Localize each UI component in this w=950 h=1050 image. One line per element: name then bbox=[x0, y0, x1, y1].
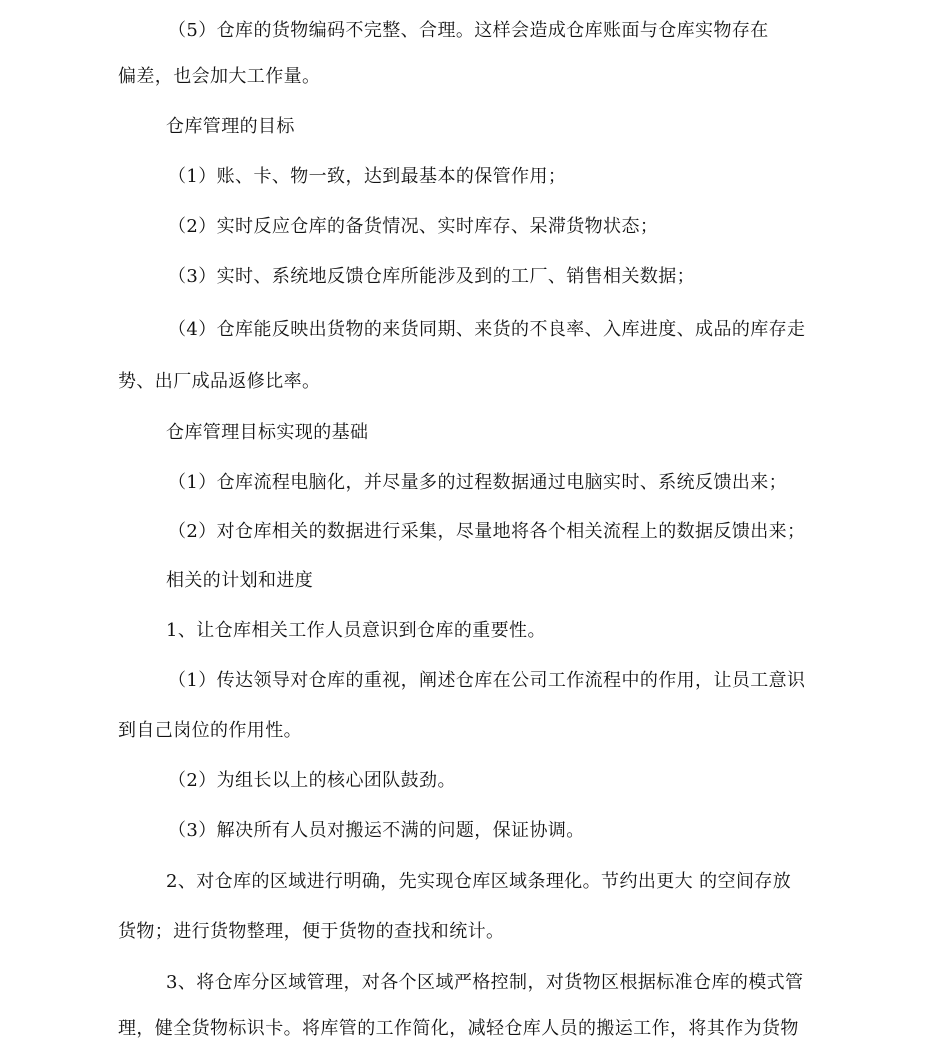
list-item: 1、让仓库相关工作人员意识到仓库的重要性。 bbox=[166, 620, 546, 641]
paragraph-line: 货物；进行货物整理，便于货物的查找和统计。 bbox=[118, 921, 505, 942]
list-item: （2）对仓库相关的数据进行采集，尽量地将各个相关流程上的数据反馈出来； bbox=[168, 521, 806, 542]
list-item: （2）实时反应仓库的备货情况、实时库存、呆滞货物状态； bbox=[168, 216, 659, 237]
list-item: （2）为组长以上的核心团队鼓劲。 bbox=[168, 770, 456, 791]
paragraph-line: （5）仓库的货物编码不完整、合理。这样会造成仓库账面与仓库实物存在 bbox=[168, 20, 769, 41]
list-item: （3）实时、系统地反馈仓库所能涉及到的工厂、销售相关数据； bbox=[168, 266, 696, 287]
paragraph-line: 偏差，也会加大工作量。 bbox=[118, 66, 321, 87]
paragraph-line: 理，健全货物标识卡。将库管的工作简化，减轻仓库人员的搬运工作，将其作为货物 bbox=[118, 1018, 799, 1039]
list-item: （3）解决所有人员对搬运不满的问题，保证协调。 bbox=[168, 820, 585, 841]
paragraph-line: 到自己岗位的作用性。 bbox=[118, 720, 302, 741]
list-item: （4）仓库能反映出货物的来货同期、来货的不良率、入库进度、成品的库存走 bbox=[168, 319, 806, 340]
list-item: （1）仓库流程电脑化，并尽量多的过程数据通过电脑实时、系统反馈出来； bbox=[168, 472, 788, 493]
list-item: 3、将仓库分区域管理，对各个区域严格控制，对货物区根据标准仓库的模式管 bbox=[166, 972, 804, 993]
list-item: （1）传达领导对仓库的重视，阐述仓库在公司工作流程中的作用，让员工意识 bbox=[168, 670, 806, 691]
paragraph-line: 势、出厂成品返修比率。 bbox=[118, 371, 321, 392]
section-heading: 相关的计划和进度 bbox=[166, 570, 314, 591]
section-heading: 仓库管理目标实现的基础 bbox=[166, 422, 369, 443]
list-item: （1）账、卡、物一致，达到最基本的保管作用； bbox=[168, 166, 567, 187]
section-heading: 仓库管理的目标 bbox=[166, 116, 295, 137]
list-item: 2、对仓库的区域进行明确，先实现仓库区域条理化。节约出更大 的空间存放 bbox=[166, 871, 792, 892]
